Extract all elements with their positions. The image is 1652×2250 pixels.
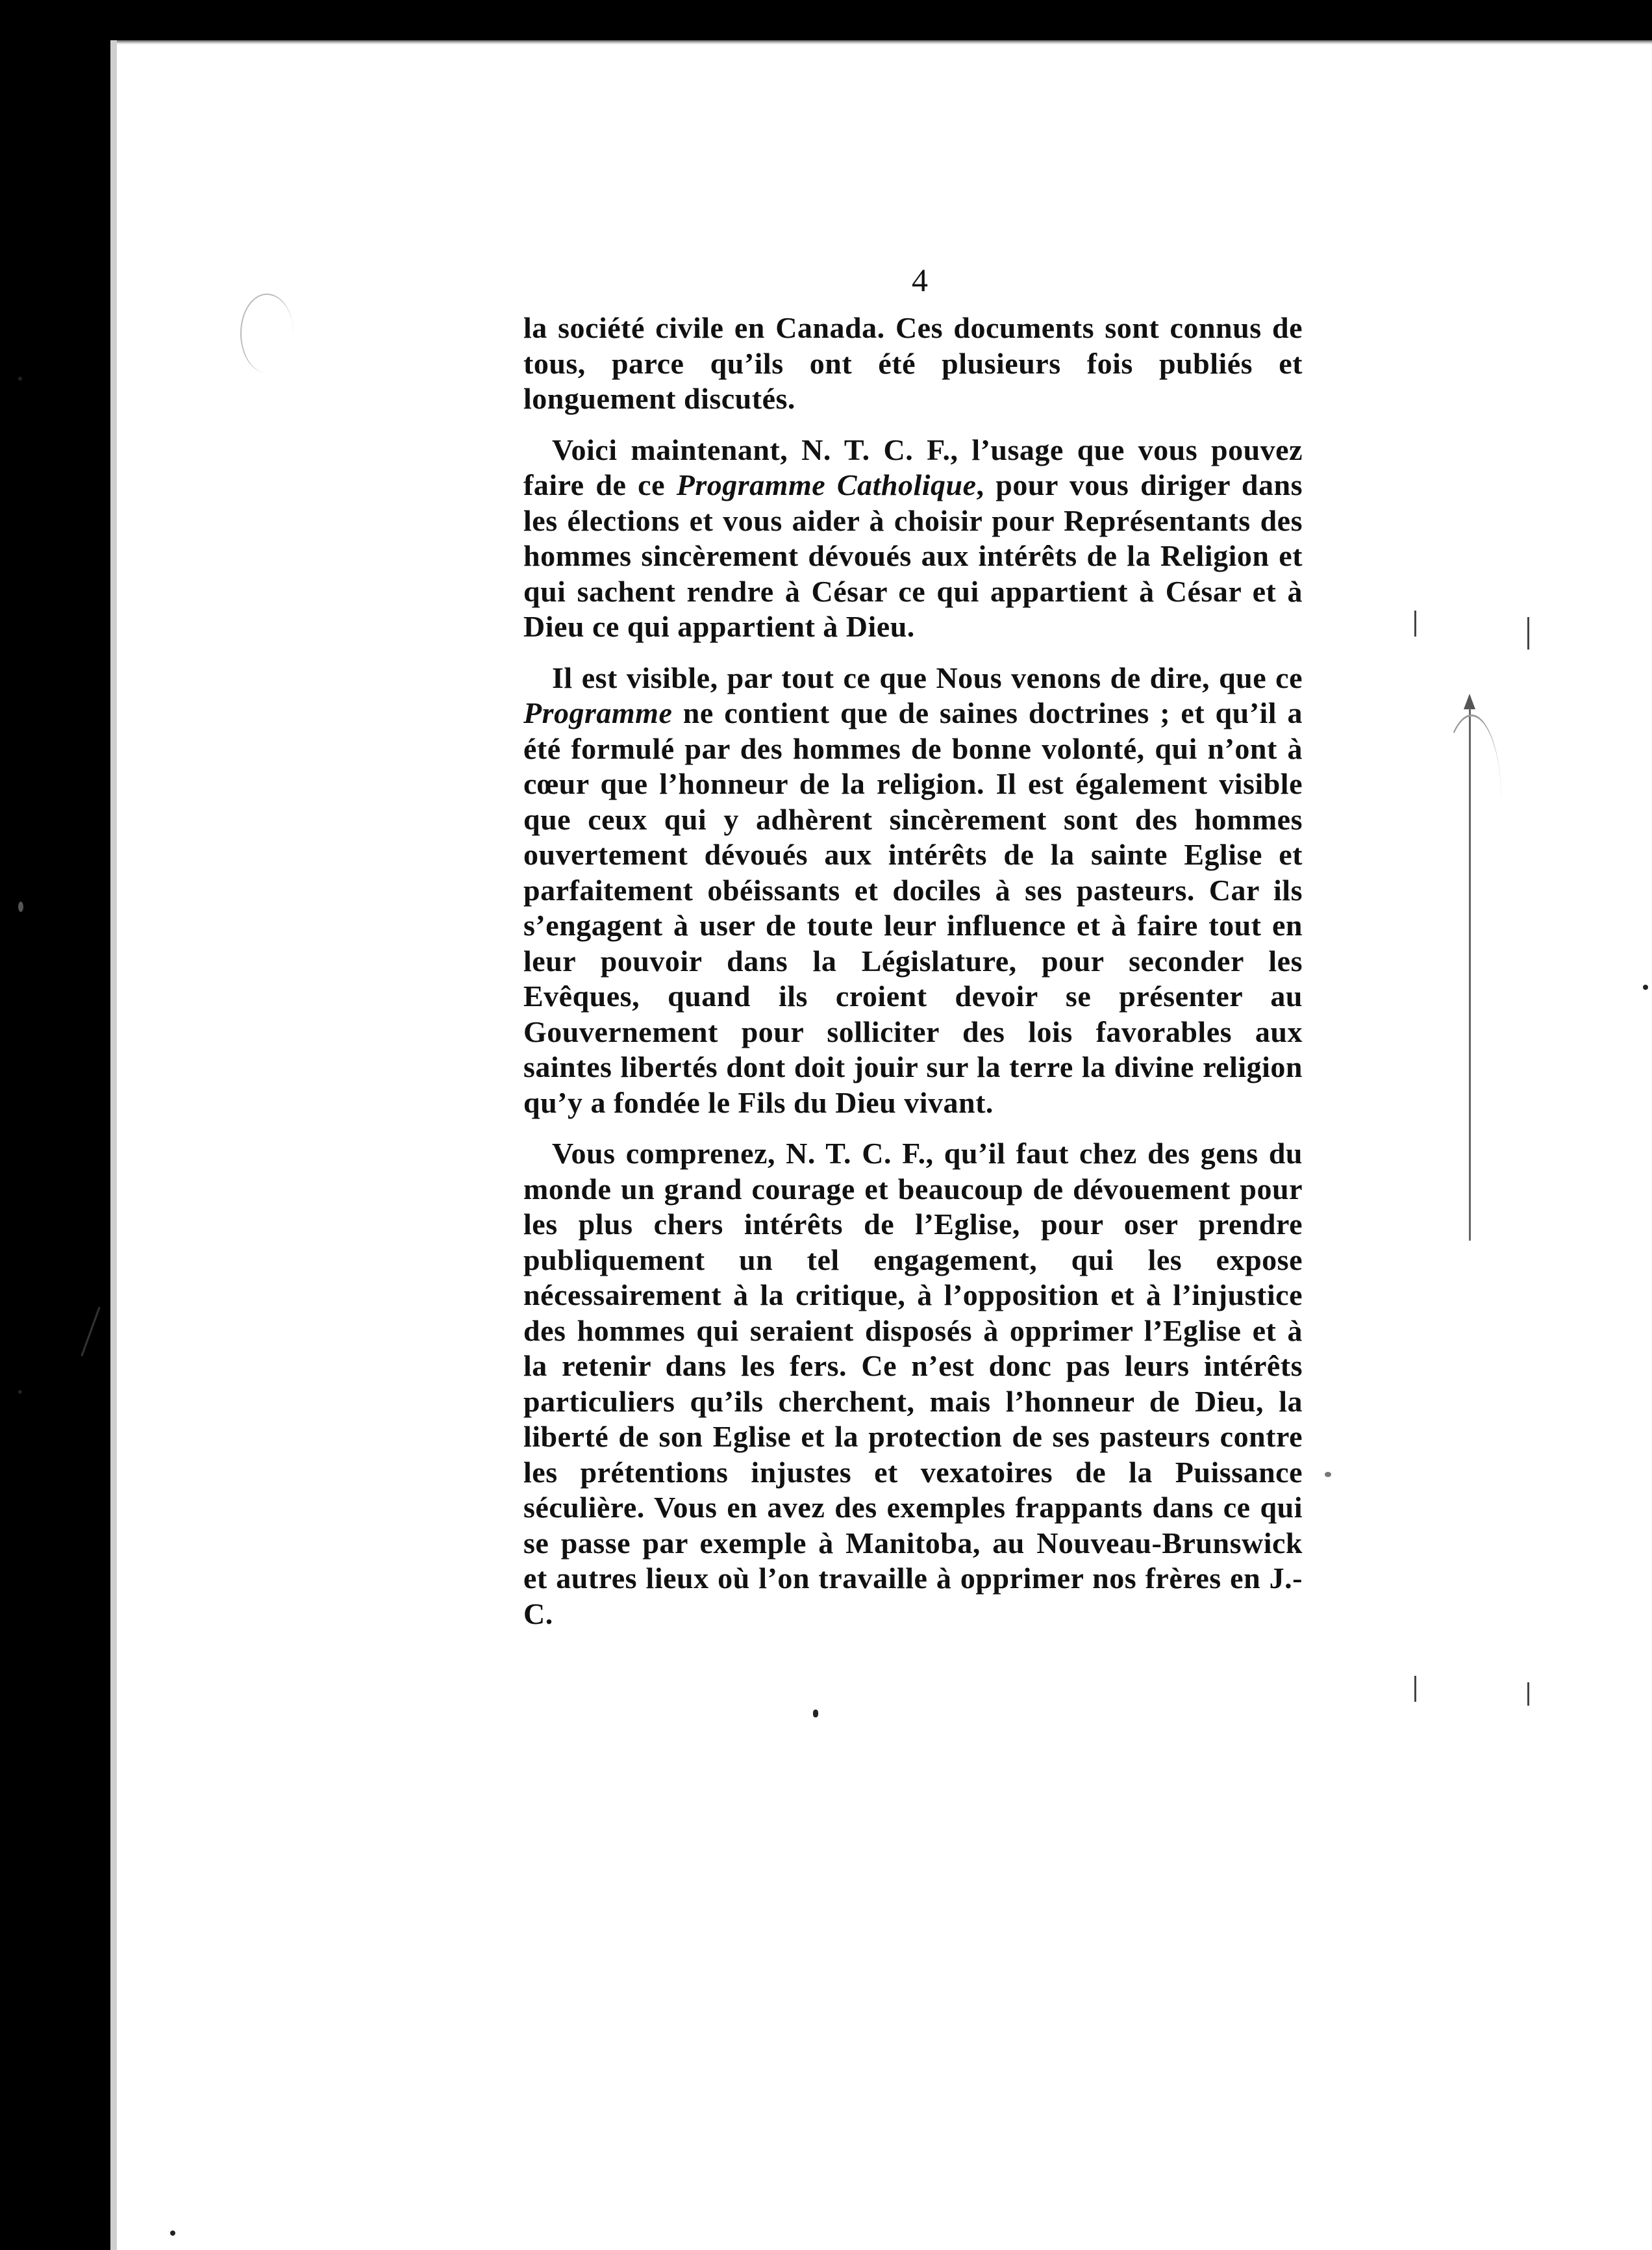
text-run: la société civile en Canada. Ces documents sont connus de tous, parce qu’ils ont été plusieurs fois publiés et longuement discutés. — [523, 311, 1303, 415]
text-run: Voici maintenant, N. T. C. F., l’usage que vous pouvez faire de ce — [523, 433, 1303, 501]
paragraph — [523, 1136, 1303, 1632]
margin-mark — [1527, 617, 1529, 650]
paragraph — [523, 661, 1303, 1121]
speck — [18, 902, 23, 912]
italic-text: Programme — [523, 696, 673, 729]
margin-arrow-icon — [1464, 694, 1475, 709]
margin-curve-mark — [1442, 714, 1501, 885]
text-run: ne contient que de saines doctrines ; et qu’il a été formulé par des hommes de bonne volonté, qui n’ont à cœur que l’honneur de la religion. Il est également visible que ceux qui y adhèrent sincèrement sont des hommes ouvertement dévoués aux intérêts de la sainte Eglise et parfaitement obéissants et dociles à ses pasteurs. Car ils s’engagent à user de toute leur influence et à faire tout en leur pouvoir dans la Législature, pour seconder les Evêques, quand ils croient devoir se présenter au Gouvernement pour solliciter des lois favorables aux saintes libertés dont doit jouir sur la terre la divine religion qu’y a fondée le Fils du Dieu vivant. — [523, 696, 1303, 1119]
text-run: Vous comprenez, N. T. C. F., qu’il faut chez des gens du monde un grand courage et beaucoup de dévouement pour les plus chers intérêts de l’Eglise, pour oser prendre publiquement un tel engagement, qui les expose nécessairement à la critique, à l’opposition et à l’injustice des hommes qui seraient disposés à opprimer l’Eglise et à la retenir dans les fers. Ce n’est donc pas leurs intérêts particuliers qu’ils cherchent, mais l’honneur de Dieu, la liberté de son Eglise et la protection de ses pasteurs contre les prétentions injustes et vexatoires de la Puissance séculière. Vous en avez des exemples frappants dans ce qui se passe par exemple à Manitoba, au Nouveau-Brunswick et autres lieux où l’on travaille à opprimer nos frères en J.-C. — [523, 1137, 1303, 1630]
page-number: 4 — [912, 262, 928, 298]
margin-stroke — [81, 1307, 100, 1356]
speck — [813, 1710, 818, 1717]
margin-mark — [1414, 611, 1416, 637]
text-run: Il est visible, par tout ce que Nous venons de dire, que ce — [552, 661, 1303, 694]
speck — [18, 1390, 22, 1394]
margin-mark — [1527, 1682, 1529, 1706]
italic-text: Programme Catholique — [676, 468, 977, 501]
speck — [1325, 1472, 1331, 1477]
body-text — [523, 310, 1303, 1647]
speck — [170, 2231, 175, 2236]
paragraph — [523, 433, 1303, 645]
paragraph — [523, 310, 1303, 417]
page-edge-shadow — [110, 40, 117, 2250]
text-run: , pour vous diriger dans les élections et vous aider à choisir pour Représentants des hommes sincèrement dévoués aux intérêts de la Religion et qui sachent rendre à César ce qui appartient à César et à Dieu ce qui appartient à Dieu. — [523, 468, 1303, 643]
speck — [18, 377, 22, 381]
margin-curve-mark — [240, 294, 294, 373]
speck — [1643, 985, 1648, 990]
margin-mark — [1414, 1676, 1416, 1702]
